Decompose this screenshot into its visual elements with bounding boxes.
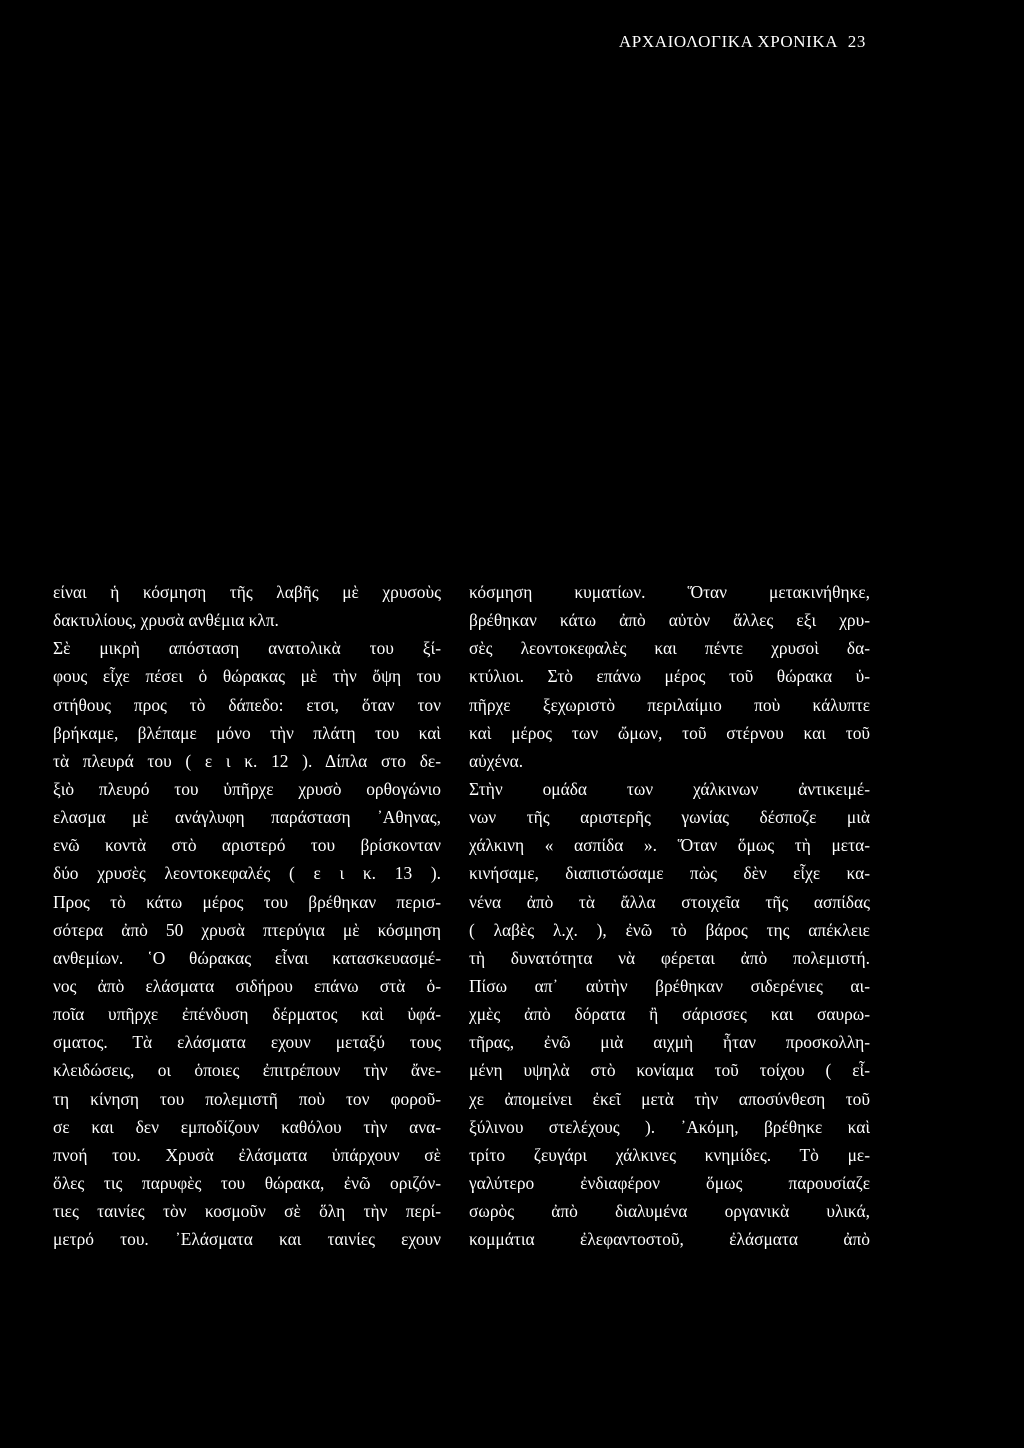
text-line: σωρὸς ἀπὸ διαλυμένα οργανικὰ υλικά, [469, 1201, 870, 1222]
page-number: 23 [847, 32, 866, 51]
text-line: Πίσω απ᾿ αὐτὴν βρέθηκαν σιδερένιες αι- [469, 975, 870, 996]
text-line: χάλκινη « ασπίδα ». Ὅταν ὅμως τὴ μετα- [469, 835, 870, 856]
text-line: χε ἀπομείνει ἐκεῖ μετὰ τὴν αποσύνθεση τοῦ [469, 1088, 870, 1109]
text-line: στήθους προς τὸ δάπεδο: ετσι, ὅταν τον [53, 694, 441, 715]
text-line: κτύλιοι. Στὸ επάνω μέρος τοῦ θώρακα ὑ- [469, 666, 870, 687]
text-line: σὲς λεοντοκεφαλὲς και πέντε χρυσοὶ δα- [469, 638, 870, 659]
text-line: ( λαβὲς λ.χ. ), ἐνῶ τὸ βάρος της απέκλειε [469, 919, 870, 940]
text-line: μετρό του. ᾿Ελάσματα και ταινίες εχουν [53, 1229, 441, 1250]
text-line: κόσμηση κυματίων. Ὅταν μετακινήθηκε, [469, 582, 870, 602]
text-line: είναι ἡ κόσμηση τῆς λαβῆς μὲ χρυσοὺς [53, 582, 441, 602]
running-title: ΑΡΧΑΙΟΛΟΓΙΚΑ ΧΡΟΝΙΚΑ [618, 32, 839, 51]
text-line: νος ἀπὸ ελάσματα σιδήρου επάνω στὰ ὁ- [53, 975, 441, 996]
text-line: τρίτο ζευγάρι χάλκινες κνημίδες. Τὸ με- [469, 1144, 870, 1165]
text-line: τη κίνηση του πολεμιστῆ ποὺ τον φοροῦ- [53, 1088, 441, 1109]
text-line: ὅλες τις παρυφὲς του θώρακα, ἐνῶ οριζόν- [53, 1172, 441, 1193]
text-line: χμὲς ἀπὸ δόρατα ἢ σάρισσες και σαυρω- [469, 1004, 870, 1025]
text-line: ενῶ κοντὰ στὸ αριστερό του βρίσκονταν [53, 835, 441, 856]
text-line: δύο χρυσὲς λεοντοκεφαλές ( ε ι κ. 13 ). [53, 863, 441, 884]
text-line: πνοή του. Χρυσὰ ἐλάσματα ὑπάρχουν σὲ [53, 1144, 441, 1165]
text-line: ξιὸ πλευρό του ὑπῆρχε χρυσὸ ορθογώνιο [53, 778, 441, 799]
text-line: νων τῆς αριστερῆς γωνίας δέσποζε μιὰ [469, 807, 870, 828]
text-line: βρήκαμε, βλέπαμε μόνο τὴν πλάτη του καὶ [53, 722, 441, 743]
text-line: κινήσαμε, διαπιστώσαμε πὼς δὲν εἶχε κα- [469, 863, 870, 884]
text-line: ποῖα υπῆρχε ἐπένδυση δέρματος καὶ ὑφά- [53, 1004, 441, 1025]
text-line: νένα ἀπὸ τὰ ἄλλα στοιχεῖα τῆς ασπίδας [469, 891, 870, 912]
text-line: τὴ δυνατότητα νὰ φέρεται ἀπὸ πολεμιστή. [469, 947, 870, 968]
text-line: ανθεμίων. ῾Ο θώρακας εἶναι κατασκευασμέ- [53, 947, 441, 968]
running-head [619, 32, 866, 52]
text-line: τιες ταινίες τὸν κοσμοῦν σὲ ὅλη τὴν περί- [53, 1201, 441, 1222]
text-line: ξύλινου στελέχους ). ᾿Ακόμη, βρέθηκε καὶ [469, 1116, 870, 1137]
left-text-column [53, 578, 441, 1253]
text-line: καὶ μέρος των ὤμων, τοῦ στέρνου και τοῦ [469, 722, 870, 743]
right-text-column [469, 578, 870, 1253]
text-line: σότερα ἀπὸ 50 χρυσὰ πτερύγια μὲ κόσμηση [53, 919, 441, 940]
text-line: τῆρας, ἐνῶ μιὰ αιχμὴ ἦταν προσκολλη- [469, 1032, 870, 1053]
text-line: γαλύτερο ἐνδιαφέρον ὅμως παρουσίαζε [469, 1172, 870, 1193]
text-line: φους εἶχε πέσει ὁ θώρακας μὲ τὴν ὄψη του [53, 666, 441, 687]
text-line: δακτυλίους, χρυσὰ ανθέμια κλπ. [53, 610, 279, 631]
text-line: κλειδώσεις, οι ὁποιες ἐπιτρέπουν τὴν ἄνε- [53, 1060, 441, 1081]
text-line: αὐχένα. [469, 750, 524, 771]
text-line: κομμάτια ἐλεφαντοστοῦ, ἐλάσματα ἀπὸ [469, 1229, 870, 1250]
text-line: πῆρχε ξεχωριστὸ περιλαίμιο ποὺ κάλυπτε [469, 694, 870, 715]
text-line: σματος. Τὰ ελάσματα εχουν μεταξύ τους [53, 1032, 441, 1053]
text-line: Σὲ μικρὴ απόσταση ανατολικὰ του ξί- [53, 638, 441, 659]
text-line: σε και δεν εμποδίζουν καθόλου τὴν ανα- [53, 1116, 441, 1137]
text-line: μένη υψηλὰ στὸ κονίαμα τοῦ τοίχου ( εἶ- [469, 1060, 870, 1081]
text-line: Στὴν ομάδα των χάλκινων ἀντικειμέ- [469, 778, 870, 799]
text-line: Προς τὸ κάτω μέρος του βρέθηκαν περισ- [53, 891, 441, 912]
text-line: ελασμα μὲ ανάγλυφη παράσταση ᾿Αθηνας, [53, 807, 441, 828]
text-line: τὰ πλευρά του ( ε ι κ. 12 ). Δίπλα στο δε- [53, 750, 441, 771]
text-line: βρέθηκαν κάτω ἀπὸ αὐτὸν ἄλλες εξι χρυ- [469, 610, 870, 631]
